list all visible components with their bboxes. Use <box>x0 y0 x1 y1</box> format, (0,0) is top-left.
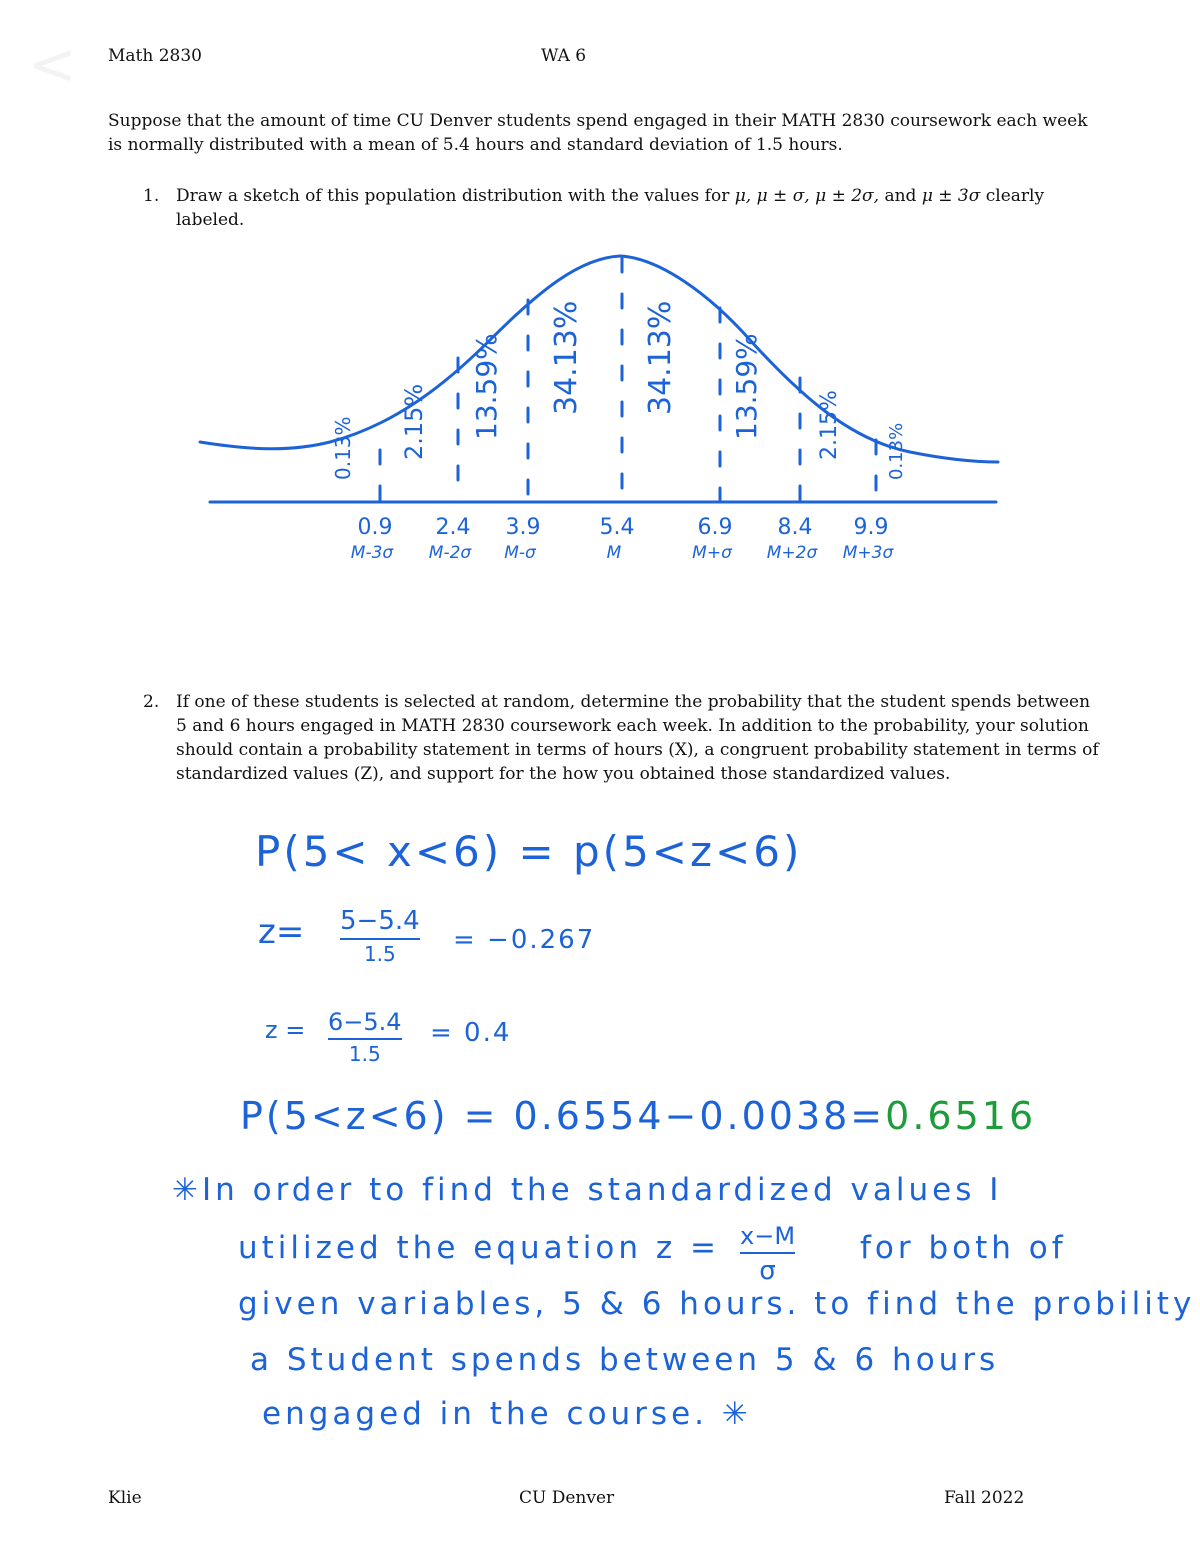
question-1-math-2: μ ± 3σ <box>921 186 981 206</box>
percent-label: 0.13% <box>886 422 907 480</box>
final-probability-expression: P(5<z<6) = 0.6554−0.0038= <box>240 1094 886 1138</box>
footer-term: Fall 2022 <box>944 1488 1025 1508</box>
probability-statement: P(5< x<6) = p(5<z<6) <box>255 827 803 876</box>
percent-label: 13.59% <box>730 333 763 440</box>
fraction-bar <box>340 938 420 940</box>
z1-result: = −0.267 <box>453 925 596 955</box>
footer-institution: CU Denver <box>519 1488 615 1508</box>
explanation-line-1: ✳In order to find the standardized values I <box>172 1172 1003 1208</box>
fraction-bar <box>740 1252 795 1254</box>
z2-fraction <box>328 1008 402 1066</box>
z-formula-numerator: x−M <box>740 1222 796 1250</box>
back-arrow-icon[interactable]: < <box>28 30 77 98</box>
explanation-line-3: given variables, 5 & 6 hours. to find the probility <box>238 1286 1196 1322</box>
final-probability <box>240 1094 1036 1138</box>
value-label: 5.4 <box>599 515 635 540</box>
final-probability-answer: 0.6516 <box>885 1094 1037 1138</box>
value-label: 8.4 <box>777 515 813 540</box>
question-1-text-c: clearly labeled. <box>176 186 1045 230</box>
question-1-text-b: and <box>879 186 922 206</box>
sigma-label: M-3σ <box>350 543 394 563</box>
z-formula-fraction <box>740 1222 795 1286</box>
z-formula-denominator: σ <box>759 1256 776 1286</box>
sigma-label: M+σ <box>692 543 732 563</box>
percent-label: 2.15% <box>400 383 428 460</box>
explanation-line-2: utilized the equation z = <box>238 1230 720 1266</box>
z1-label: z= <box>258 912 305 952</box>
question-1 <box>143 184 1103 232</box>
percent-label: 34.13% <box>643 300 678 415</box>
explanation-line-5: engaged in the course. ✳ <box>262 1396 752 1432</box>
question-2-text: If one of these students is selected at random, determine the probability that the student spends between 5 and 6 hours engaged in MATH 2830 coursework each week. In addition to the probability, your solution should contain a probability statement in terms of hours (X), a congruent probability statement in terms of standardized values (Z), and support for the how you obtained those standardized values. <box>176 692 1099 784</box>
sigma-label: M+2σ <box>766 543 818 563</box>
value-label: 6.9 <box>697 515 733 540</box>
value-label: 2.4 <box>435 515 471 540</box>
value-label: 3.9 <box>505 515 541 540</box>
z2-result: = 0.4 <box>430 1018 512 1048</box>
question-2 <box>143 690 1103 786</box>
normal-distribution-sketch <box>190 240 1010 580</box>
z1-denominator: 1.5 <box>363 942 396 966</box>
percent-label: 0.13% <box>331 416 355 480</box>
footer-author: Klie <box>108 1488 142 1508</box>
explanation-line-2-end: for both of <box>860 1230 1067 1266</box>
sigma-label: M+3σ <box>842 543 894 563</box>
percent-label: 34.13% <box>549 300 584 415</box>
z2-denominator: 1.5 <box>348 1042 381 1066</box>
sigma-label: M-2σ <box>428 543 472 563</box>
value-label: 9.9 <box>853 515 889 540</box>
explanation-line-4: a Student spends between 5 & 6 hours <box>250 1342 1000 1378</box>
percent-label: 2.15% <box>817 390 842 460</box>
header-course: Math 2830 <box>108 46 202 66</box>
z1-numerator: 5−5.4 <box>340 906 420 936</box>
question-1-text <box>143 184 1103 232</box>
fraction-bar <box>328 1038 402 1040</box>
sigma-label: M <box>606 543 622 563</box>
question-2-number: 2. <box>143 692 160 712</box>
question-1-number: 1. <box>143 186 160 206</box>
question-1-math: μ, μ ± σ, μ ± 2σ, <box>734 186 880 206</box>
z2-label: z = <box>265 1016 306 1044</box>
z2-numerator: 6−5.4 <box>328 1008 402 1036</box>
bell-curve <box>200 256 998 462</box>
problem-intro: Suppose that the amount of time CU Denver students spend engaged in their MATH 2830 coursework each week is normally distributed with a mean of 5.4 hours and standard deviation of 1.5 hours. <box>108 111 1088 155</box>
header-assignment: WA 6 <box>541 46 587 66</box>
z1-fraction <box>340 906 420 966</box>
question-1-text-a: Draw a sketch of this population distribution with the values for <box>176 186 735 206</box>
percent-label: 13.59% <box>470 333 503 440</box>
sigma-label: M-σ <box>504 543 536 563</box>
value-label: 0.9 <box>357 515 393 540</box>
